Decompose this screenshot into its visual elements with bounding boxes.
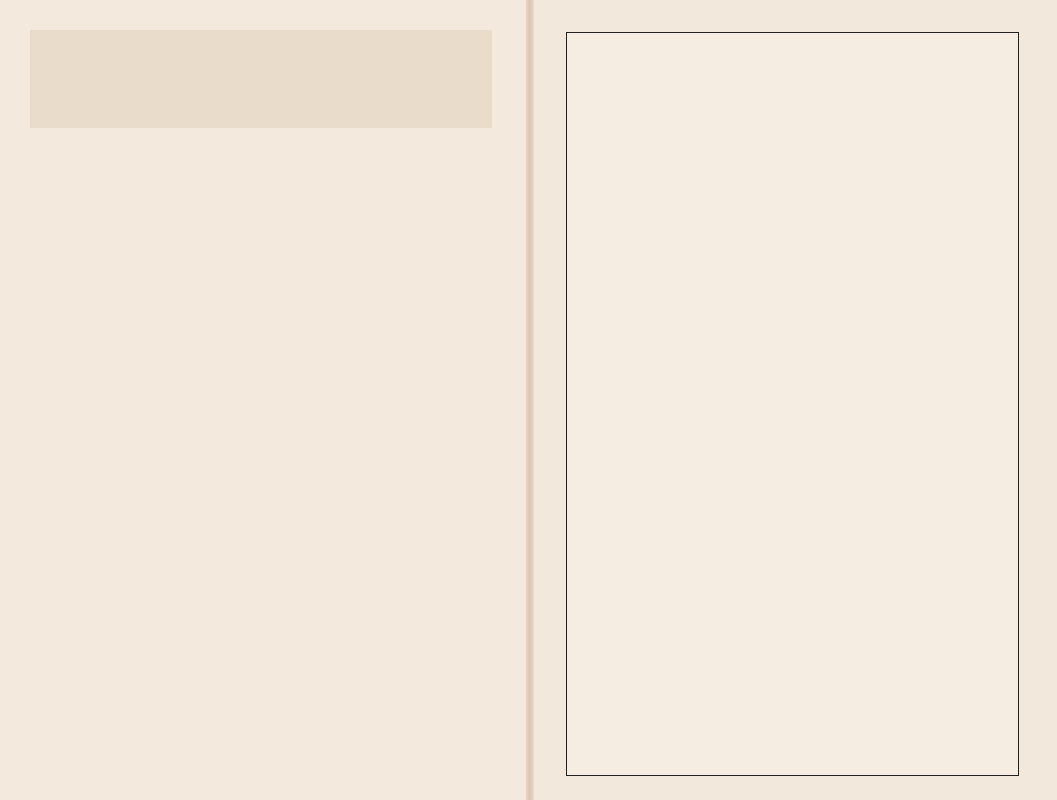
page-gutter: [526, 0, 534, 800]
title-background: [30, 30, 492, 128]
cd-advert-box: [566, 32, 1019, 776]
